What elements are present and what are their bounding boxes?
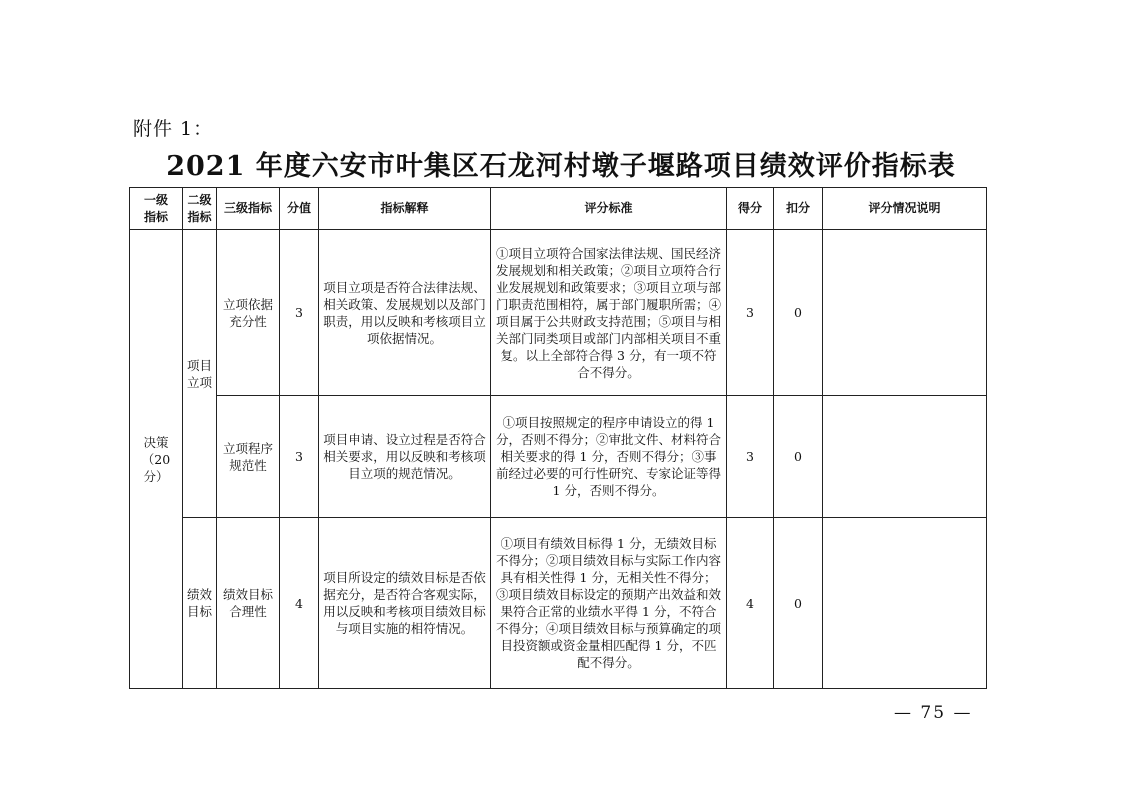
- level2-text: 项目 立项: [187, 357, 213, 390]
- level1-text: 决策 （20 分）: [141, 434, 171, 484]
- attachment-label: 附件 1：: [133, 118, 214, 140]
- header-explanation: 指标解释: [319, 188, 491, 230]
- header-score: 得分: [727, 188, 774, 230]
- weight-cell: 3: [280, 396, 319, 518]
- notes-cell: [823, 230, 987, 396]
- page-number: — 75 —: [894, 703, 973, 723]
- level2-cell: [183, 230, 217, 518]
- score-cell: 4: [727, 518, 774, 689]
- level3-cell: [217, 396, 280, 518]
- level2-cell: [183, 518, 217, 689]
- score-cell: 3: [727, 396, 774, 518]
- level1-cell: [130, 230, 183, 689]
- score-cell: 3: [727, 230, 774, 396]
- header-level1: [130, 188, 183, 230]
- deduction-cell: 0: [774, 396, 823, 518]
- header-criteria: 评分标准: [491, 188, 727, 230]
- header-deduction: 扣分: [774, 188, 823, 230]
- deduction-cell: 0: [774, 230, 823, 396]
- header-level2: [183, 188, 217, 230]
- header-level1-text: 一级 指标: [143, 192, 168, 224]
- level3-cell: [217, 230, 280, 396]
- explanation-cell: 项目申请、设立过程是否符合相关要求，用以反映和考核项目立项的规范情况。: [319, 396, 491, 518]
- table-header-row: [130, 188, 987, 230]
- criteria-cell: ①项目有绩效目标得 1 分，无绩效目标不得分；②项目绩效目标与实际工作内容具有相关性得 1 分，无相关性不得分；③项目绩效目标设定的预期产出效益和效果符合正常的业绩水平得 1 分，不符合不得分；④项目绩效目标与预算确定的项目投资额或资金量相匹配得 1 分，不匹配不得分。: [491, 518, 727, 689]
- weight-cell: 3: [280, 230, 319, 396]
- header-level3: 三级指标: [217, 188, 280, 230]
- notes-cell: [823, 518, 987, 689]
- level3-cell: [217, 518, 280, 689]
- header-notes: 评分情况说明: [823, 188, 987, 230]
- level3-text: 立项程序 规范性: [222, 440, 273, 473]
- criteria-cell: ①项目立项符合国家法律法规、国民经济发展规划和相关政策；②项目立项符合行业发展规划和政策要求；③项目立项与部门职责范围相符，属于部门履职所需；④项目属于公共财政支持范围；⑤项目与相关部门同类项目或部门内部相关项目不重复。以上全部符合得 3 分，有一项不符合不得分。: [491, 230, 727, 396]
- deduction-cell: 0: [774, 518, 823, 689]
- document-title: 2021 年度六安市叶集区石龙河村墩子堰路项目绩效评价指标表: [166, 151, 956, 182]
- indicator-table: [129, 187, 987, 689]
- level3-text: 立项依据 充分性: [222, 296, 273, 329]
- level3-text: 绩效目标 合理性: [222, 587, 273, 619]
- header-level2-text: 二级 指标: [187, 192, 212, 224]
- notes-cell: [823, 396, 987, 518]
- table-row: [130, 396, 987, 518]
- level2-text: 绩效 目标: [187, 587, 213, 619]
- explanation-cell: 项目立项是否符合法律法规、相关政策、发展规划以及部门职责，用以反映和考核项目立项依据情况。: [319, 230, 491, 396]
- criteria-cell: ①项目按照规定的程序申请设立的得 1 分，否则不得分；②审批文件、材料符合相关要求的得 1 分，否则不得分；③事前经过必要的可行性研究、专家论证等得 1 分，否则不得分。: [491, 396, 727, 518]
- table-row: [130, 518, 987, 689]
- header-weight: 分值: [280, 188, 319, 230]
- explanation-cell: 项目所设定的绩效目标是否依据充分，是否符合客观实际，用以反映和考核项目绩效目标与项目实施的相符情况。: [319, 518, 491, 689]
- table-row: [130, 230, 987, 396]
- weight-cell: 4: [280, 518, 319, 689]
